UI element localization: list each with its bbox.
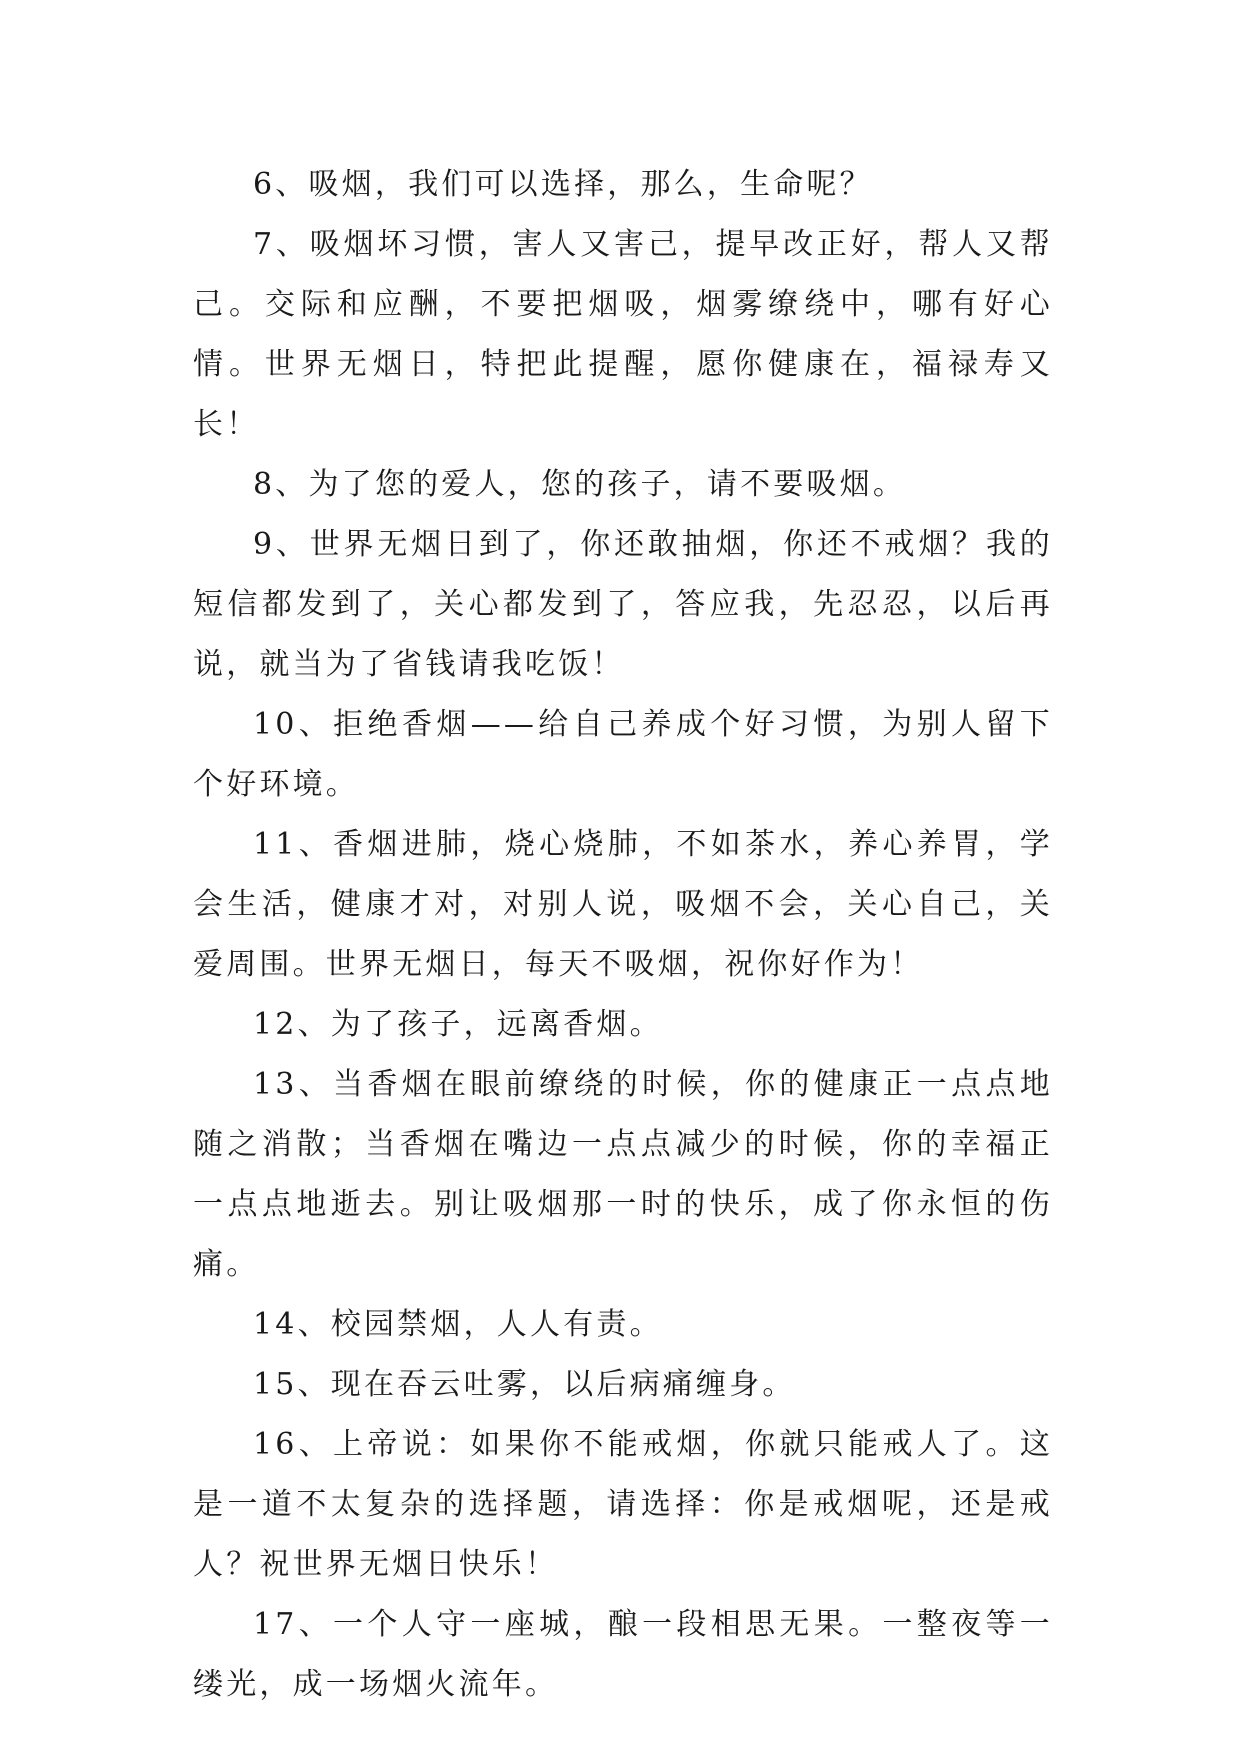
paragraph-16: 16、上帝说：如果你不能戒烟，你就只能戒人了。这是一道不太复杂的选择题，请选择：你是戒烟呢，还是戒人？祝世界无烟日快乐！ xyxy=(193,1427,1053,1582)
paragraph-13: 13、当香烟在眼前缭绕的时候，你的健康正一点点地随之消散；当香烟在嘴边一点点减少的时候，你的幸福正一点点地逝去。别让吸烟那一时的快乐，成了你永恒的伤痛。 xyxy=(193,1067,1053,1282)
document-body xyxy=(193,155,1053,1715)
paragraph-8: 8、为了您的爱人，您的孩子，请不要吸烟。 xyxy=(253,467,907,502)
paragraph-12: 12、为了孩子，远离香烟。 xyxy=(253,1007,663,1042)
paragraph-11: 11、香烟进肺，烧心烧肺，不如茶水，养心养胃，学会生活，健康才对，对别人说，吸烟不会，关心自己，关爱周围。世界无烟日，每天不吸烟，祝你好作为！ xyxy=(193,827,1053,982)
paragraph-17: 17、一个人守一座城，酿一段相思无果。一整夜等一缕光，成一场烟火流年。 xyxy=(193,1607,1053,1702)
paragraph-10: 10、拒绝香烟——给自己养成个好习惯，为别人留下个好环境。 xyxy=(193,707,1053,802)
paragraph-15: 15、现在吞云吐雾，以后病痛缠身。 xyxy=(253,1367,796,1402)
paragraph-14: 14、校园禁烟，人人有责。 xyxy=(253,1307,663,1342)
paragraph-9: 9、世界无烟日到了，你还敢抽烟，你还不戒烟？我的短信都发到了，关心都发到了，答应我，先忍忍，以后再说，就当为了省钱请我吃饭！ xyxy=(193,527,1053,682)
paragraph-6: 6、吸烟，我们可以选择，那么，生命呢？ xyxy=(253,167,873,202)
paragraph-7: 7、吸烟坏习惯，害人又害己，提早改正好，帮人又帮己。交际和应酬，不要把烟吸，烟雾缭绕中，哪有好心情。世界无烟日，特把此提醒，愿你健康在，福禄寿又长！ xyxy=(193,227,1053,442)
